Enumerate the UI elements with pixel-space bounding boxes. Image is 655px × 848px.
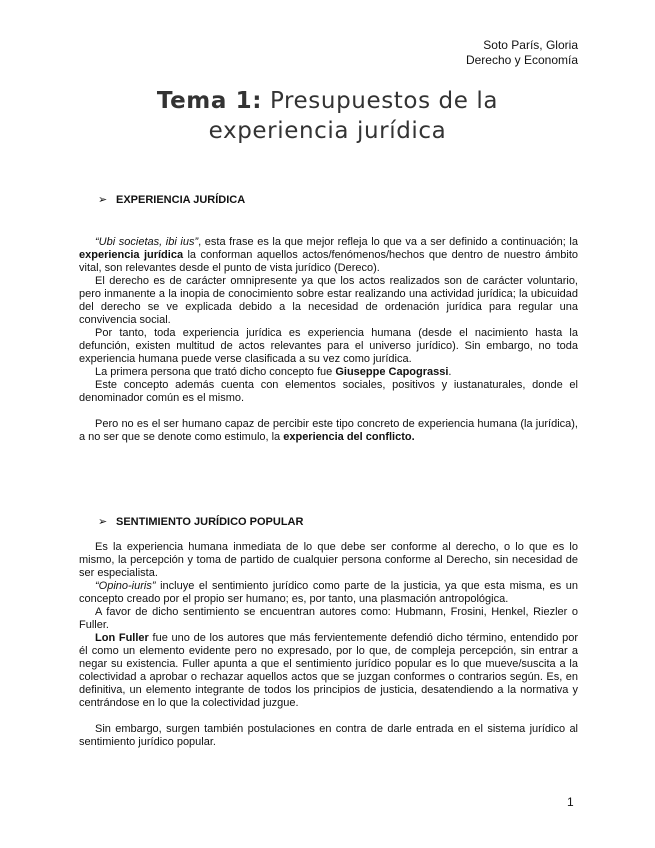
arrow-bullet-icon: ➢: [98, 516, 108, 528]
latin-quote: “Opino-iuris”: [95, 580, 156, 592]
paragraph: Sin embargo, surgen también postulaciones en contra de darle entrada en el sistema jurídico al sentimiento jurídico popular.: [79, 723, 578, 748]
bold-term: experiencia del conflicto.: [283, 431, 415, 443]
paragraph: Pero no es el ser humano capaz de percibir este tipo concreto de experiencia humana (la jurídica), a no ser que se denote como estimulo, la experiencia del conflicto.: [79, 418, 578, 443]
page-title: [0, 86, 655, 146]
paragraph: “Opino-iuris” incluye el sentimiento jurídico como parte de la justicia, ya que esta misma, es un concepto creado por el propio ser humano; es, por tanto, una plasmación antropológica.: [79, 580, 578, 605]
course-name: Derecho y Economía: [465, 53, 578, 67]
section-heading-text: EXPERIENCIA JURÍDICA: [116, 194, 246, 206]
bold-term: experiencia jurídica: [79, 249, 184, 261]
title-lead: Tema 1:: [156, 88, 263, 114]
paragraph: “Ubi societas, ibi ius”, esta frase es la que mejor refleja lo que va a ser definido a continuación; la experiencia jurídica la conforman aquellos actos/fenómenos/hechos que dentro de nuestro ámbito vital, son relevantes desde el punto de vista jurídico (Dereco).: [79, 236, 578, 274]
bold-name: Giuseppe Capograssi: [335, 366, 449, 378]
title-line1: Presupuestos de la: [269, 88, 499, 114]
latin-quote: “Ubi societas, ibi ius”: [95, 236, 199, 248]
page-number: 1: [567, 795, 574, 809]
paragraph: Lon Fuller fue uno de los autores que más fervientemente defendió dicho término, entendido por él como un elemento evidente pero no expresado, por lo que, de compleja percepción, sin entrar a negar su existencia. Fuller apunta a que el sentimiento jurídico popular es lo que mueve/suscita a la colectividad a aprobar o rechazar aquellos actos que se juzgan conformes o contrarios según. Es, en definitiva, un elemento integrante de todos los principios de justicia, desatendiendo a la normativa y centrándose en lo que la colectividad juzgue.: [79, 632, 579, 709]
section-heading-experiencia: [98, 193, 245, 206]
title-line2: experiencia jurídica: [208, 118, 447, 144]
paragraph: El derecho es de carácter omnipresente ya que los actos realizados son de carácter voluntario, pero inmanente a la inopia de conocimiento sobre estar realizando una actividad jurídica; la ubicuidad del derecho se ve explicada debido a la necesidad de ordenación jurídica para regular una convivencia social.: [79, 275, 578, 326]
bold-name: Lon Fuller: [95, 632, 149, 644]
paragraph: Este concepto además cuenta con elementos sociales, positivos y iustanaturales, donde el denominador común es el mismo.: [79, 379, 578, 404]
arrow-bullet-icon: ➢: [98, 194, 108, 206]
page-header: [466, 38, 578, 68]
section-heading-sentimiento: [98, 515, 303, 528]
paragraph: La primera persona que trató dicho concepto fue Giuseppe Capograssi.: [95, 366, 452, 378]
section-body-sentimiento: [79, 541, 578, 749]
paragraph: A favor de dicho sentimiento se encuentran autores como: Hubmann, Frosini, Henkel, Riezler o Fuller.: [79, 606, 578, 631]
author-name: Soto París, Gloria: [483, 38, 578, 52]
section-body-experiencia: [79, 236, 578, 444]
paragraph: Es la experiencia humana inmediata de lo que debe ser conforme al derecho, o lo que es lo mismo, la percepción y toma de partido de cualquier persona conforme al Derecho, sin necesidad de ser especialista.: [79, 541, 578, 579]
paragraph: Por tanto, toda experiencia jurídica es experiencia humana (desde el nacimiento hasta la defunción, existen multitud de actos relevantes para el universo jurídico). Sin embargo, no toda experiencia humana puede verse clasificada a su vez como jurídica.: [79, 327, 578, 365]
section-heading-text: SENTIMIENTO JURÍDICO POPULAR: [116, 516, 304, 528]
